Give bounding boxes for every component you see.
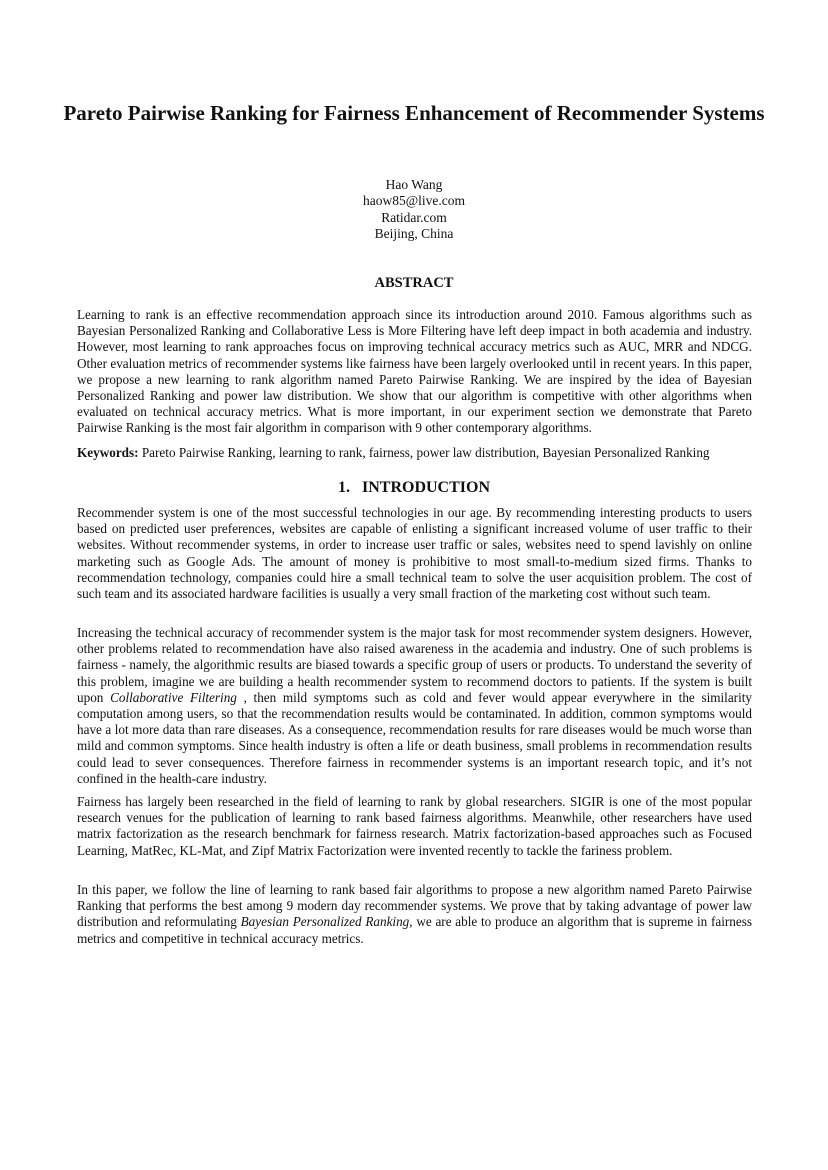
author-location: Beijing, China xyxy=(374,225,454,241)
keywords-line xyxy=(77,445,752,461)
paper-title: Pareto Pairwise Ranking for Fairness Enhancement of Recommender Systems xyxy=(63,101,765,125)
abstract-heading: ABSTRACT xyxy=(374,275,454,291)
author-affiliation: Ratidar.com xyxy=(381,209,447,225)
introduction-heading: 1. INTRODUCTION xyxy=(337,479,490,496)
intro-paragraph-1: Recommender system is one of the most successful technologies in our age. By recommending interesting products to users based on predicted user preferences, websites are capable of enlisting a significant increased volume of user traffic to their websites. Without recommender systems, in order to increase user traffic or sales, websites need to spend lavishly on online marketing such as Google Ads. The amount of money is prohibitive to most small-to-medium sized firms. Thanks to recommendation technology, companies could hire a small technical team to solve the user acquisition problem. The cost of such team and its associated hardware facilities is usually a very small fraction of the marketing cost without such team. xyxy=(77,505,752,602)
intro-paragraph-4 xyxy=(77,882,752,947)
author-name: Hao Wang xyxy=(385,177,443,192)
author-email: haow85@live.com xyxy=(362,193,466,209)
author-block xyxy=(0,177,828,242)
collaborative-filtering-term: Collaborative Filtering xyxy=(110,689,237,705)
abstract-text: Learning to rank is an effective recommendation approach since its introduction around 2010. Famous algorithms such as Bayesian Personalized Ranking and Collaborative Less is More Filtering have left deep impact in both academia and industry. However, most learning to rank approaches focus on improving technical accuracy metrics such as AUC, MRR and NDCG. Other evaluation metrics of recommender systems like fairness have been largely overlooked until in recent years. In this paper, we propose a new learning to rank algorithm named Pareto Pairwise Ranking. We are inspired by the idea of Bayesian Personalized Ranking and power law distribution. We show that our algorithm is competitive with other algorithms when evaluated on technical accuracy metrics. What is more important, in our experiment section we demonstrate that Pareto Pairwise Ranking is the most fair algorithm in comparison with 9 other contemporary algorithms. xyxy=(77,307,752,436)
intro-paragraph-3: Fairness has largely been researched in the field of learning to rank by global researchers. SIGIR is one of the most popular research venues for the publication of learning to rank based fairness algorithms. Meanwhile, other researchers have used matrix factorization as the research benchmark for fairness research. Matrix factorization-based approaches such as Focused Learning, MatRec, KL-Mat, and Zipf Matrix Factorization were invented recently to tackle the fariness problem. xyxy=(77,794,752,858)
keywords-text: Pareto Pairwise Ranking, learning to rank, fairness, power law distribution, Bayesian Personalized Ranking xyxy=(141,445,710,460)
intro-paragraph-2-part-a: Increasing the technical accuracy of recommender system is the major task for most recommender system designers. However, other problems related to recommendation have also raised awareness in the academia and industry. One of such problems is fairness - namely, the algorithmic results are biased towards a specific group of users or products. To understand the severity of this problem, imagine we are building a health recommender system to recommend doctors to patients. If the system is built upon xyxy=(77,625,752,705)
intro-paragraph-4-part-a: In this paper, we follow the line of learning to rank based fair algorithms to propose a new algorithm named Pareto Pairwise Ranking that performs the best among 9 modern day recommender systems. We prove that by taking advantage of power law distribution and reformulating xyxy=(77,882,752,930)
bpr-term: Bayesian Personalized Ranking xyxy=(240,914,410,930)
intro-paragraph-4-part-b: , we are able to produce an algorithm that is supreme in fairness metrics and competitive in technical accuracy metrics. xyxy=(77,914,752,946)
keywords-label: Keywords: xyxy=(77,445,139,460)
intro-paragraph-2 xyxy=(77,625,752,787)
intro-paragraph-2-part-b: , then mild symptoms such as cold and fever would appear everywhere in the similarity computation among users, so that the recommendation results would be contaminated. In addition, common symptoms would have a lot more data than rare diseases. As a consequence, recommendation results for rare diseases would be much worse than mild and common symptoms. Since health industry is often a life or death business, small problems in recommendation results could lead to sever consequences. Therefore fairness in recommender systems is an important research topic, and it’s not confined in the health-care industry. xyxy=(77,689,752,786)
